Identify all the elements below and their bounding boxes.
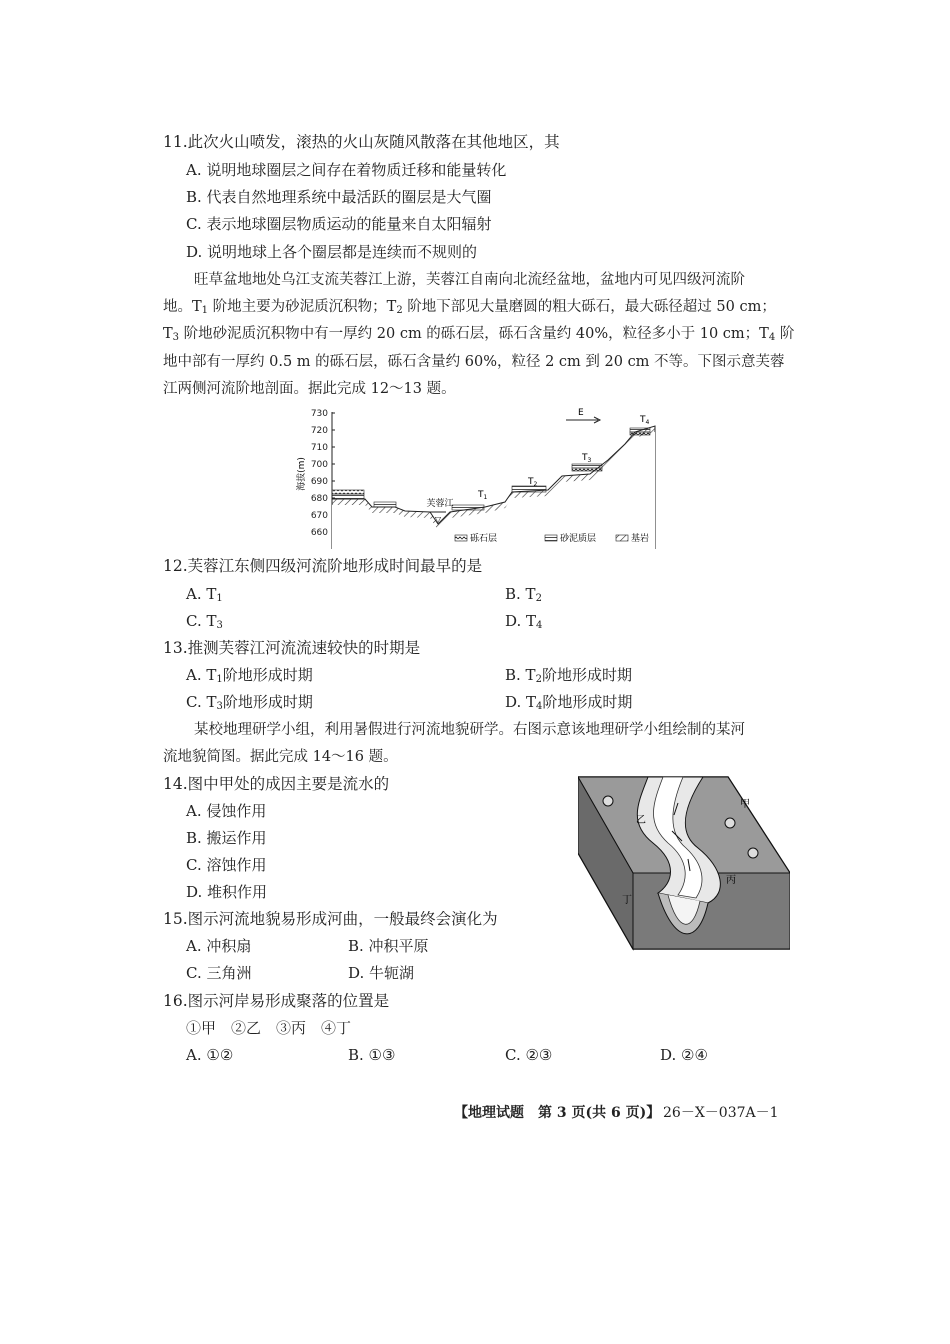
ytick-660: 660 (310, 528, 328, 538)
label-yi: 乙 (636, 815, 646, 826)
q15-option-d: D. 牛轭湖 (348, 964, 415, 982)
terrace-t1-label: $T_1$ (478, 490, 488, 501)
passage1-line5: 江两侧河流阶地剖面。据此完成 12～13 题。 (163, 381, 456, 397)
ytick-680: 680 (310, 494, 328, 504)
passage1-line1: 旺草盆地地处乌江支流芙蓉江上游，芙蓉江自南向北流经盆地，盆地内可见四级河流阶 (194, 272, 745, 288)
q12-option-d: D. $T_4$ (505, 612, 543, 631)
q15-option-a: A. 冲积扇 (186, 937, 252, 955)
q12-option-a: A. $T_1$ (186, 585, 223, 604)
q14-option-a: A. 侵蚀作用 (186, 802, 267, 820)
q11-option-d: D. 说明地球上各个圈层都是连续而不规则的 (186, 243, 478, 261)
legend-bedrock-swatch (616, 535, 628, 541)
river-label: 芙蓉江 (426, 499, 454, 509)
ytick-730: 730 (310, 409, 328, 419)
passage1-line2: 地。$T_1$ 阶地主要为砂泥质沉积物；$T_2$ 阶地下部见大量磨圆的粗大砾石，最大砾径超过 50 cm； (163, 299, 776, 316)
terrace-t2-label: $T_2$ (528, 477, 538, 488)
q13-option-c: C. $T_3$阶地形成时期 (186, 693, 313, 712)
q14-option-b: B. 搬运作用 (186, 829, 267, 847)
q13-option-d: D. $T_4$阶地形成时期 (505, 693, 633, 712)
ytick-670: 670 (310, 511, 328, 521)
legend-mud: 砂泥质层 (560, 534, 597, 544)
q12-option-c: C. $T_3$ (186, 612, 223, 631)
terrace-profile-figure (290, 404, 665, 549)
legend-mud-swatch (545, 535, 557, 541)
tree-icon (603, 796, 613, 806)
q11-option-c: C. 表示地球圈层物质运动的能量来自太阳辐射 (186, 215, 492, 233)
q14-option-c: C. 溶蚀作用 (186, 856, 267, 874)
q13-option-a: A. $T_1$阶地形成时期 (186, 666, 313, 685)
q14-stem: 14.图中甲处的成因主要是流水的 (163, 775, 390, 793)
passage1-line4: 地中部有一厚约 0.5 m 的砾石层，砾石含量约 60%，粒径 2 cm 到 20 cm 不等。下图示意芙蓉 (163, 354, 785, 370)
label-bing: 丙 (726, 875, 736, 886)
passage1-line3: $T_3$ 阶地砂泥质沉积物中有一厚约 20 cm 的砾石层，砾石含量约 40%，粒径多小于 10 cm；$T_4$ 阶 (163, 326, 795, 343)
legend-gravel-swatch (455, 535, 467, 541)
q12-option-b: B. $T_2$ (505, 585, 542, 604)
q16-option-c: C. ②③ (505, 1046, 553, 1064)
q16-stem: 16.图示河岸易形成聚落的位置是 (163, 992, 390, 1010)
passage2-line2: 流地貌简图。据此完成 14～16 题。 (163, 749, 398, 765)
q11-stem: 11.此次火山喷发，滚热的火山灰随风散落在其他地区，其 (163, 133, 560, 151)
ytick-700: 700 (310, 460, 328, 470)
passage2-line1: 某校地理研学小组，利用暑假进行河流地貌研学。右图示意该地理研学小组绘制的某河 (194, 722, 745, 738)
ytick-690: 690 (310, 477, 328, 487)
q15-option-c: C. 三角洲 (186, 964, 252, 982)
water-level-icon: ▽ (434, 515, 442, 524)
ytick-720: 720 (310, 426, 328, 436)
tree-icon (725, 818, 735, 828)
q11-option-b: B. 代表自然地理系统中最活跃的圈层是大气圈 (186, 188, 492, 206)
y-ticks (311, 409, 328, 538)
terrace-t4-label: $T_4$ (640, 415, 650, 426)
river-landform-figure (578, 773, 790, 953)
label-ding: 丁 (622, 895, 632, 906)
ytick-710: 710 (310, 443, 328, 453)
q13-stem: 13.推测芙蓉江河流流速较快的时期是 (163, 639, 421, 657)
legend-gravel: 砾石层 (470, 534, 498, 544)
q16-option-b: B. ①③ (348, 1046, 396, 1064)
footer-title: 【地理试题 第 3 页(共 6 页)】 (454, 1105, 661, 1121)
q15-stem: 15.图示河流地貌易形成河曲，一般最终会演化为 (163, 910, 498, 928)
legend-bedrock: 基岩 (631, 534, 650, 544)
tree-icon (748, 848, 758, 858)
terrace-t3-label: $T_3$ (582, 453, 592, 464)
q15-option-b: B. 冲积平原 (348, 937, 429, 955)
y-axis-label: 海拔(m) (297, 457, 307, 491)
q13-option-b: B. $T_2$阶地形成时期 (505, 666, 632, 685)
q16-option-a: A. ①② (186, 1046, 234, 1064)
q16-choices: ①甲 ②乙 ③丙 ④丁 (186, 1019, 352, 1037)
q12-stem: 12.芙蓉江东侧四级河流阶地形成时间最早的是 (163, 557, 483, 575)
q14-option-d: D. 堆积作用 (186, 883, 268, 901)
footer-code: 26－X－037A－1 (663, 1105, 779, 1121)
label-jia: 甲 (740, 799, 750, 810)
q11-option-a: A. 说明地球圈层之间存在着物质迁移和能量转化 (186, 161, 507, 179)
q16-option-d: D. ②④ (660, 1046, 708, 1064)
direction-label: E (578, 408, 584, 418)
